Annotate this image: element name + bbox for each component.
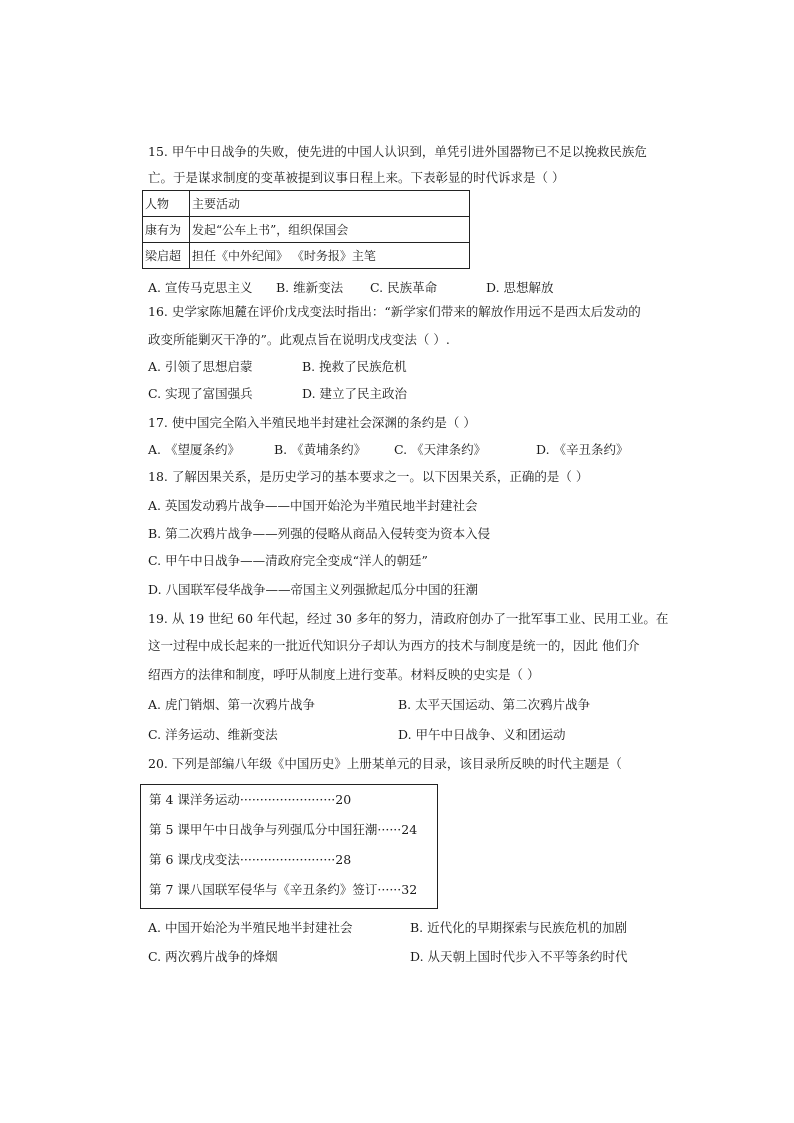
q20-option-c: C. 两次鸦片战争的烽烟 xyxy=(148,949,278,964)
table-header-cell: 主要活动 xyxy=(190,191,470,217)
q19-stem-line3: 绍西方的法律和制度，呼吁从制度上进行变革。材料反映的史实是（ ） xyxy=(148,667,540,682)
table-header-cell: 人物 xyxy=(143,191,190,217)
q18-option-a: A. 英国发动鸦片战争——中国开始沦为半殖民地半封建社会 xyxy=(148,498,478,513)
q17-option-d: D. 《辛丑条约》 xyxy=(536,442,629,457)
q19-stem-line1: 19. 从 19 世纪 60 年代起，经过 30 多年的努力，清政府创办了一批军事工业、民用工业。在 xyxy=(148,611,669,626)
toc-entry: 第 6 课戊戌变法························28 xyxy=(149,852,352,867)
q19-option-c: C. 洋务运动、维新变法 xyxy=(148,727,278,742)
q17-option-c: C. 《天津条约》 xyxy=(394,442,487,457)
q20-option-d: D. 从天朝上国时代步入不平等条约时代 xyxy=(410,949,628,964)
q19-stem-line2: 这一过程中成长起来的一批近代知识分子却认为西方的技术与制度是统一的，因此 他们介 xyxy=(148,638,640,653)
table-row xyxy=(143,243,470,269)
q19-option-b: B. 太平天国运动、第二次鸦片战争 xyxy=(398,697,591,712)
q16-option-d: D. 建立了民主政治 xyxy=(302,386,408,401)
q20-table-of-contents xyxy=(140,784,438,909)
toc-entry: 第 7 课八国联军侵华与《辛丑条约》签订······32 xyxy=(149,882,418,897)
table-header-row xyxy=(143,191,470,217)
q15-option-b: B. 维新变法 xyxy=(276,280,344,295)
q18-stem: 18. 了解因果关系，是历史学习的基本要求之一。以下因果关系，正确的是（ ） xyxy=(148,469,589,484)
q16-option-a: A. 引领了思想启蒙 xyxy=(148,359,253,374)
q20-option-a: A. 中国开始沦为半殖民地半封建社会 xyxy=(148,920,353,935)
q15-stem-line1: 15. 甲午中日战争的失败，使先进的中国人认识到，单凭引进外国器物已不足以挽救民族危 xyxy=(148,144,647,159)
q20-stem: 20. 下列是部编八年级《中国历史》上册某单元的目录，该目录所反映的时代主题是（ xyxy=(148,756,622,771)
toc-entry: 第 4 课洋务运动························20 xyxy=(149,792,352,807)
toc-entry: 第 5 课甲午中日战争与列强瓜分中国狂潮······24 xyxy=(149,822,418,837)
q18-option-c: C. 甲午中日战争——清政府完全变成“洋人的朝廷” xyxy=(148,553,428,568)
q15-stem-line2: 亡。于是谋求制度的变革被提到议事日程上来。下表彰显的时代诉求是（ ） xyxy=(148,170,565,185)
q19-option-d: D. 甲午中日战争、义和团运动 xyxy=(398,727,566,742)
table-cell: 康有为 xyxy=(143,217,190,243)
q17-option-b: B. 《黄埔条约》 xyxy=(274,442,367,457)
q15-figures-table xyxy=(142,190,470,269)
q18-option-b: B. 第二次鸦片战争——列强的侵略从商品入侵转变为资本入侵 xyxy=(148,526,491,541)
q15-option-c: C. 民族革命 xyxy=(370,280,438,295)
q16-option-b: B. 挽救了民族危机 xyxy=(302,359,407,374)
table-cell: 梁启超 xyxy=(143,243,190,269)
q15-option-d: D. 思想解放 xyxy=(486,280,554,295)
table-cell: 发起“公车上书”，组织保国会 xyxy=(190,217,470,243)
table-cell: 担任《中外纪闻》 《时务报》主笔 xyxy=(190,243,470,269)
q17-option-a: A. 《望厦条约》 xyxy=(148,442,240,457)
q19-option-a: A. 虎门销烟、第一次鸦片战争 xyxy=(148,697,315,712)
q16-option-c: C. 实现了富国强兵 xyxy=(148,386,253,401)
table-row xyxy=(143,217,470,243)
q18-option-d: D. 八国联军侵华战争——帝国主义列强掀起瓜分中国的狂潮 xyxy=(148,582,479,597)
q17-stem: 17. 使中国完全陷入半殖民地半封建社会深渊的条约是（ ） xyxy=(148,415,476,430)
q20-option-b: B. 近代化的早期探索与民族危机的加剧 xyxy=(410,920,628,935)
q16-stem-line1: 16. 史学家陈旭麓在评价戊戌变法时指出：“新学家们带来的解放作用远不是西太后发动的 xyxy=(148,304,641,319)
q15-option-a: A. 宣传马克思主义 xyxy=(148,280,253,295)
q16-stem-line2: 政变所能剿灭干净的”。此观点旨在说明戊戌变法（ ）. xyxy=(148,332,450,347)
